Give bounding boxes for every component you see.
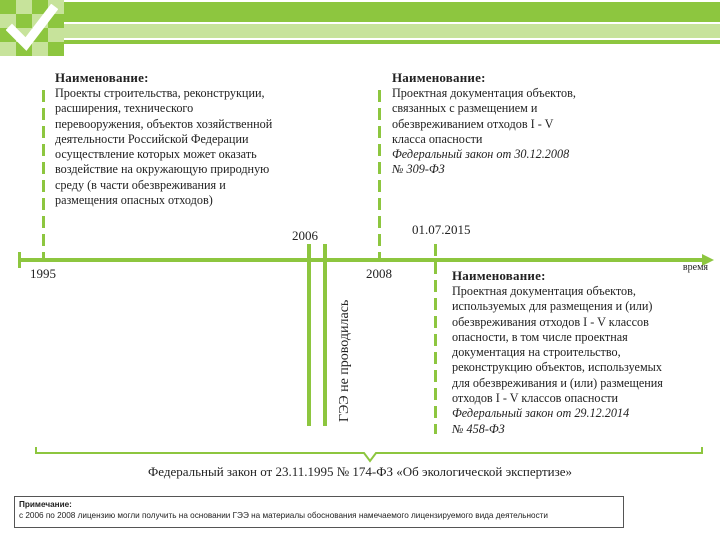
- header-stripe-light: [64, 24, 720, 38]
- federal-law: Федеральный закон от 23.11.1995 № 174-ФЗ «Об экологической экспертизе»: [147, 464, 573, 479]
- bottom-block: [452, 268, 708, 437]
- left-line: деятельности Российской Федерации: [55, 131, 249, 146]
- left-line: расширения, технического: [55, 101, 194, 116]
- bottom-block-title: Наименование:: [452, 268, 546, 283]
- year-2008: 2008: [366, 266, 392, 281]
- right-block-title: Наименование:: [392, 70, 486, 85]
- note-box: [14, 496, 624, 528]
- note-text: с 2006 по 2008 лицензию могли получить на основании ГЭЭ на материалы обоснования намечаемого лицензируемого вида деятельности: [19, 511, 548, 520]
- check-tile-icon: [0, 0, 64, 58]
- marker-2006: [307, 244, 311, 426]
- left-line: размещения опасных отходов): [55, 193, 213, 208]
- left-block: [55, 70, 335, 208]
- bottom-block-text: [452, 284, 708, 437]
- left-line: воздействие на окружающую природную: [55, 162, 270, 177]
- left-line: осуществление которых может оказать: [55, 147, 257, 162]
- right-line: класса опасности: [392, 131, 483, 146]
- right-block: [392, 70, 652, 178]
- left-line: перевооружения, объектов хозяйственной: [55, 116, 273, 131]
- left-line: Проекты строительства, реконструкции,: [55, 86, 265, 100]
- right-line: Проектная документация объектов,: [392, 86, 576, 100]
- bottom-line: обезвреживания отходов I - V классов: [452, 314, 649, 329]
- bottom-line: используемых для размещения и (или): [452, 299, 653, 314]
- bottom-law-line: Федеральный закон от 29.12.2014: [452, 406, 630, 421]
- left-line: среду (в части обезвреживания и: [55, 177, 226, 192]
- bottom-line: документация на строительство,: [452, 345, 621, 360]
- bottom-law-line: № 458-ФЗ: [452, 421, 505, 436]
- right-block-text: [392, 86, 652, 178]
- year-2015: 01.07.2015: [412, 222, 471, 237]
- left-block-title: Наименование:: [55, 70, 149, 85]
- brace-icon: [34, 445, 704, 463]
- marker-2015: [434, 244, 437, 434]
- timeline-axis: [18, 258, 708, 262]
- header-stripe: [64, 2, 720, 22]
- note-title: Примечание:: [19, 500, 72, 509]
- vertical-note: [330, 262, 358, 422]
- right-law-line: № 309-ФЗ: [392, 162, 445, 177]
- year-2006: 2006: [292, 228, 318, 243]
- bottom-line: для обезвреживания и (или) размещения: [452, 375, 663, 390]
- axis-label: время: [682, 262, 708, 273]
- bottom-line: отходов I - V классов опасности: [452, 391, 619, 406]
- right-line: связанных с размещением и: [392, 101, 538, 116]
- left-block-text: [55, 86, 335, 208]
- right-law-line: Федеральный закон от 30.12.2008: [392, 147, 570, 162]
- year-1995: 1995: [30, 266, 56, 281]
- right-line: обезвреживанием отходов I - V: [392, 116, 554, 131]
- vertical-note-text: ГЭЭ не проводилась: [337, 299, 352, 422]
- marker-2008: [378, 90, 381, 258]
- bottom-line: опасности, в том числе проектная: [452, 329, 628, 344]
- header-stripe-thin: [64, 40, 720, 44]
- marker-2008-solid: [323, 244, 327, 426]
- bottom-line: Проектная документация объектов,: [452, 284, 636, 298]
- marker-1995: [42, 90, 45, 258]
- bottom-line: реконструкцию объектов, используемых: [452, 360, 662, 375]
